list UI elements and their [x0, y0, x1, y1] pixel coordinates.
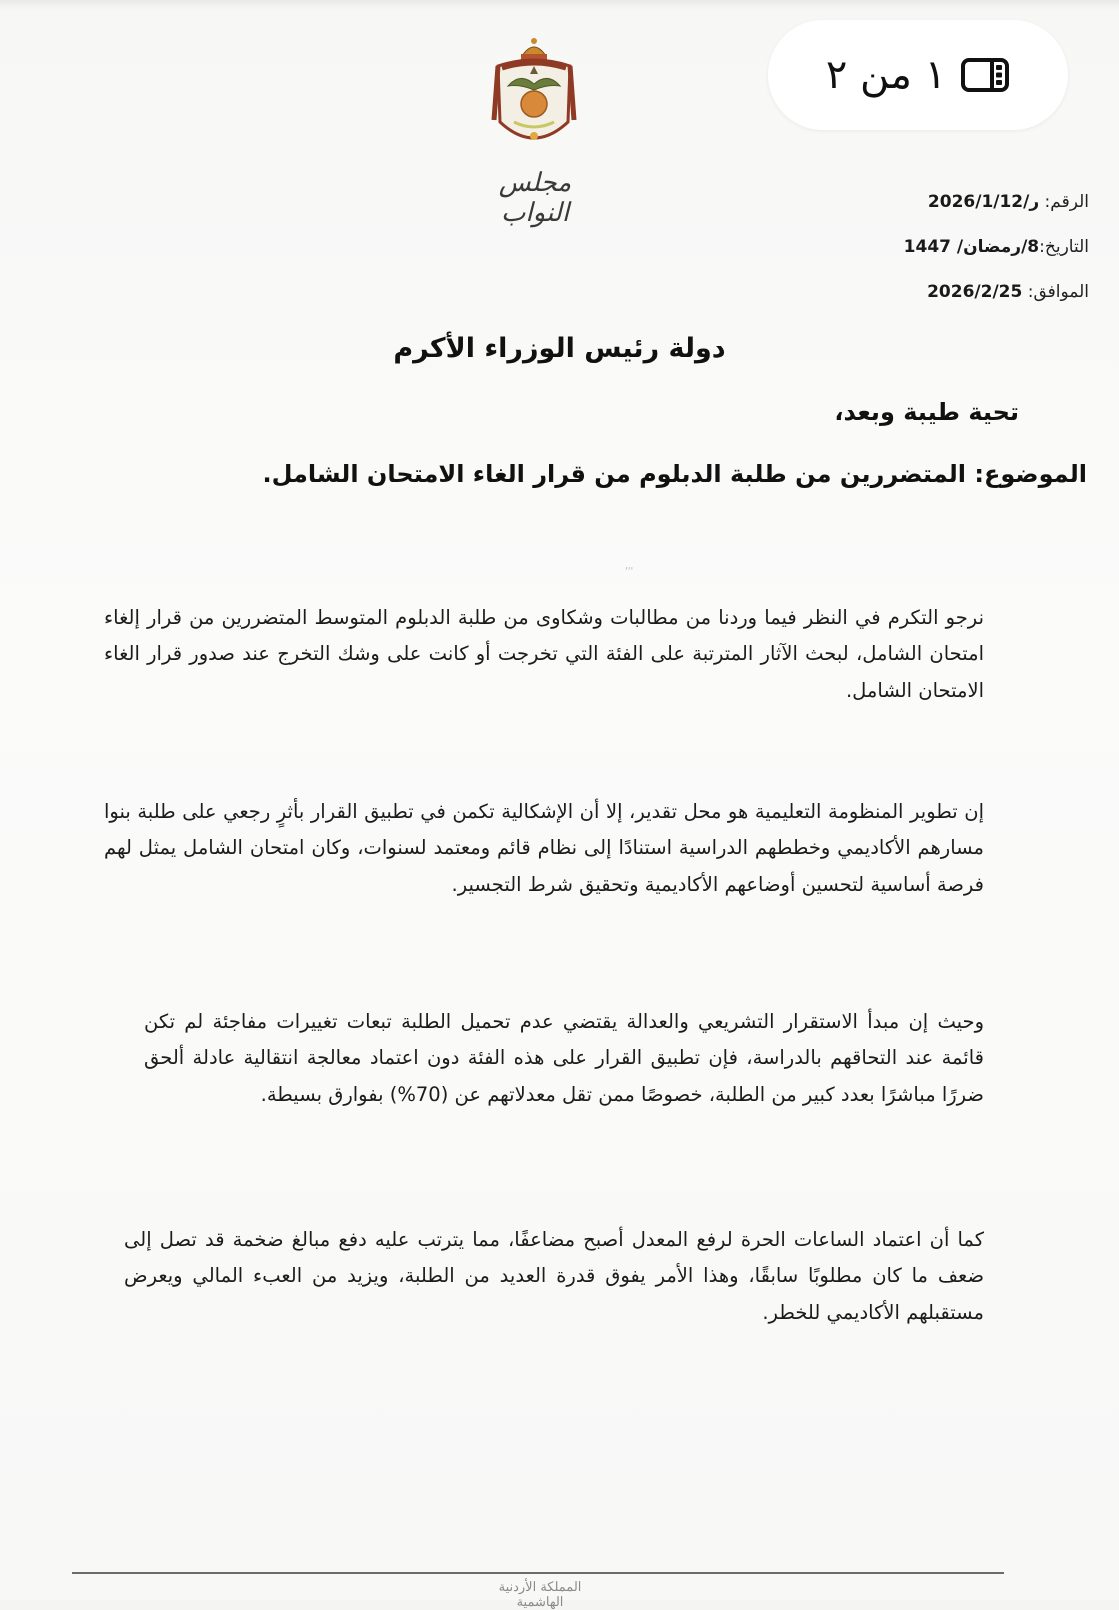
subject-text: المتضررين من طلبة الدبلوم من قرار الغاء الامتحان الشامل. [262, 460, 967, 488]
corresponding-label: الموافق: [1027, 282, 1089, 302]
body-paragraph: كما أن اعتماد الساعات الحرة لرفع المعدل أصبح مضاعفًا، مما يترتب عليه دفع مبالغ ضخمة قد تصل إلى ضعف ما كان مطلوبًا سابقًا، وهذا الأمر يفوق قدرة العديد من الطلبة، ويزيد من العبء المالي ويعرض مستقبلهم الأكاديمي للخطر. [124, 1227, 984, 1324]
reference-label: الرقم: [1044, 192, 1089, 212]
hijri-date-row [904, 235, 1089, 280]
body-paragraph: إن تطوير المنظومة التعليمية هو محل تقدير، إلا أن الإشكالية تكمن في تطبيق القرار بأثرٍ رجعي على طلبة بنوا مسارهم الأكاديمي وخططهم الدراسية استنادًا إلى نظام قائم ومعتمد لسنوات، وكان امتحان الشامل يمثل لهم فرصة أساسية لتحسين أوضاعهم الأكاديمية وتحقيق شرط التجسير. [104, 799, 984, 896]
footer-seal-text: المملكة الأردنية الهاشمية [498, 1580, 582, 1610]
reference-number-row [904, 190, 1089, 235]
subject-label: الموضوع: [974, 460, 1087, 488]
page-count-text: ١ من ٢ [825, 52, 947, 98]
gregorian-date-row [904, 280, 1089, 325]
body-paragraph: وحيث إن مبدأ الاستقرار التشريعي والعدالة يقتضي عدم تحميل الطلبة تبعات تغييرات مفاجئة لم تكن قائمة عند التحاقهم بالدراسة، فإن تطبيق القرار على هذه الفئة دون اعتماد معالجة انتقالية عادلة ألحق ضررًا مباشرًا بعدد كبير من الطلبة، خصوصًا ممن تقل معدلاتهم عن (70%) بفوارق بسيطة. [144, 1009, 984, 1106]
subject-line [262, 460, 1087, 488]
addressee-heading [0, 333, 1119, 364]
footer-divider [72, 1572, 1004, 1574]
corresponding-value: 2026/2/25 [927, 282, 1023, 302]
page-sidebar-icon[interactable] [960, 57, 1010, 93]
page-indicator[interactable] [768, 20, 1068, 130]
reference-value: ر/2026/1/12 [927, 192, 1040, 212]
scan-speck: ''' [625, 566, 634, 577]
addressee-text: دولة رئيس الوزراء الأكرم [393, 333, 726, 364]
letter-meta [904, 190, 1089, 325]
greeting: تحية طيبة وبعد، [834, 398, 1019, 426]
coat-of-arms-emblem [488, 36, 580, 156]
council-name-logo: مجلس النواب [498, 168, 572, 228]
top-edge [0, 0, 1119, 10]
date-label: التاريخ: [1039, 237, 1089, 257]
body-paragraph: نرجو التكرم في النظر فيما وردنا من مطالبات وشكاوى من طلبة الدبلوم المتوسط المتضررين من قرار إلغاء امتحان الشامل، لبحث الآثار المترتبة على الفئة التي تخرجت أو كانت على وشك التخرج عند صدور قرار الغاء الامتحان الشامل. [104, 605, 984, 702]
date-value: 8/رمضان/ 1447 [903, 237, 1040, 257]
